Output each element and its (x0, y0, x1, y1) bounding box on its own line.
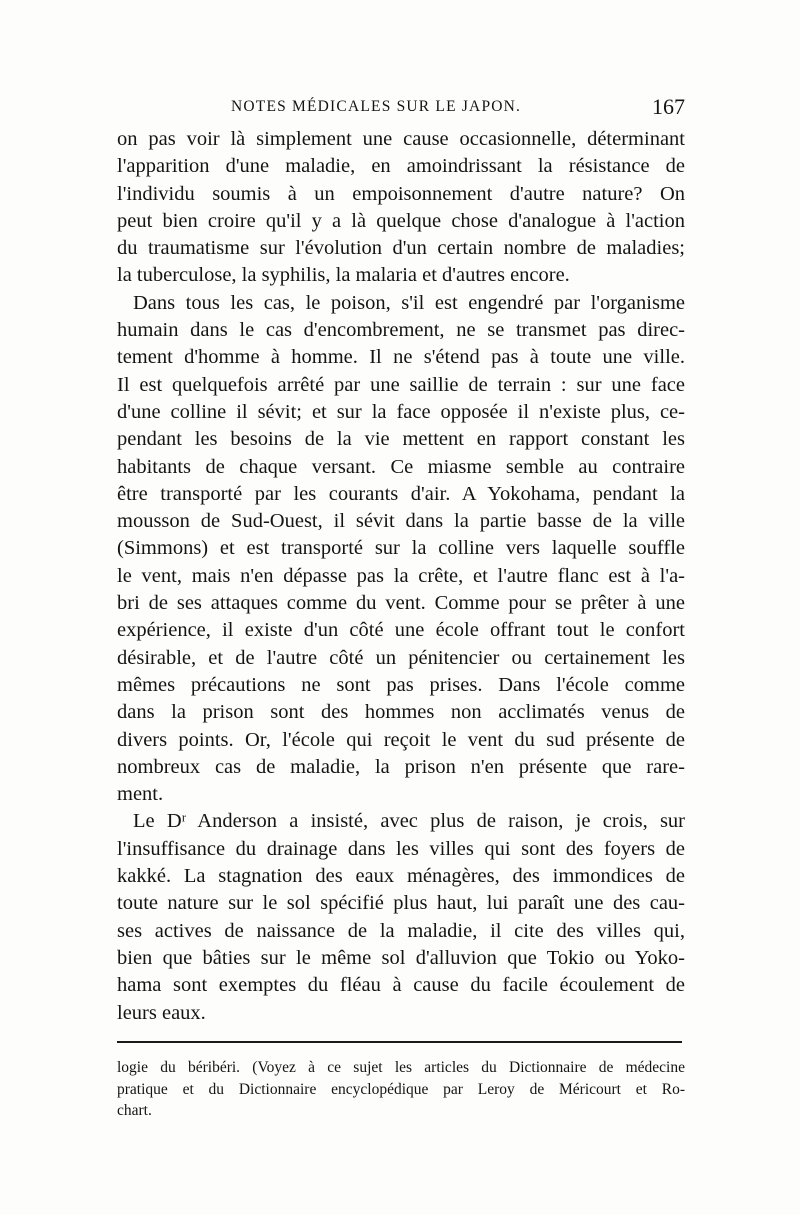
text-line: on pas voir là simplement une cause occasionnelle, déterminant (117, 128, 685, 150)
text-line: nombreux cas de maladie, la prison n'en présente que rare- (117, 755, 685, 778)
text-line: divers points. Or, l'école qui reçoit le vent du sud présente de (117, 728, 685, 751)
text-line: bri de ses attaques comme du vent. Comme pour se prêter à une (117, 592, 685, 615)
text-line: hama sont exemptes du fléau à cause du facile écoulement de (117, 974, 685, 997)
running-title: NOTES MÉDICALES SUR LE JAPON. (231, 98, 522, 115)
text-line: ment. (117, 783, 164, 806)
text-line: leurs eaux. (117, 1001, 206, 1024)
text-line: dans la prison sont des hommes non acclimatés venus de (117, 701, 685, 724)
paragraph-start-line: Le Dʳ Anderson a insisté, avec plus de raison, je crois, sur (133, 810, 685, 833)
footnote-line: logie du béribéri. (Voyez à ce sujet les articles du Dictionnaire de médecine (117, 1059, 685, 1076)
text-line: pendant les besoins de la vie mettent en rapport constant les (117, 428, 685, 451)
text-line: Il est quelquefois arrêté par une saillie de terrain : sur une face (117, 373, 685, 396)
text-line: l'insuffisance du drainage dans les villes qui sont des foyers de (117, 837, 685, 860)
text-line: d'une colline il sévit; et sur la face opposée il n'existe plus, ce- (117, 400, 685, 423)
text-line: habitants de chaque versant. Ce miasme semble au contraire (117, 455, 685, 478)
paragraph-start-line: Dans tous les cas, le poison, s'il est engendré par l'organisme (133, 291, 685, 314)
text-line: humain dans le cas d'encombrement, ne se transmet pas direc- (117, 319, 685, 342)
text-line: du traumatisme sur l'évolution d'un certain nombre de maladies; (117, 237, 685, 260)
body-text (117, 126, 685, 1027)
text-line: le vent, mais n'en dépasse pas la crête, et l'autre flanc est à l'a- (117, 564, 685, 587)
text-line: désirable, et de l'autre côté un pénitencier ou certainement les (117, 646, 685, 669)
text-line: expérience, il existe d'un côté une école offrant tout le confort (117, 619, 685, 642)
text-line: ses actives de naissance de la maladie, il cite des villes qui, (117, 919, 685, 942)
text-line: (Simmons) et est transporté sur la colline vers laquelle souffle (117, 537, 685, 560)
footnote (117, 1057, 685, 1122)
text-line: la tuberculose, la syphilis, la malaria et d'autres encore. (117, 264, 570, 287)
footnote-line: chart. (117, 1102, 152, 1119)
text-line: peut bien croire qu'il y a là quelque chose d'analogue à l'action (117, 209, 685, 232)
footnote-line: pratique et du Dictionnaire encyclopédique par Leroy de Méricourt et Ro- (117, 1080, 685, 1098)
page-header (117, 94, 685, 124)
text-line: toute nature sur le sol spécifié plus haut, lui paraît une des cau- (117, 892, 685, 915)
text-line: tement d'homme à homme. Il ne s'étend pas à toute une ville. (117, 346, 685, 369)
text-line: mêmes précautions ne sont pas prises. Dans l'école comme (117, 673, 685, 696)
text-line: bien que bâties sur le même sol d'alluvion que Tokio ou Yoko- (117, 946, 685, 969)
page-number: 167 (652, 94, 685, 119)
text-line: mousson de Sud-Ouest, il sévit dans la partie basse de la ville (117, 510, 685, 533)
text-line: l'individu soumis à un empoisonnement d'autre nature? On (117, 182, 685, 205)
text-line: kakké. La stagnation des eaux ménagères, des immondices de (117, 865, 685, 888)
text-line: être transporté par les courants d'air. A Yokohama, pendant la (117, 482, 685, 505)
text-line: l'apparition d'une maladie, en amoindrissant la résistance de (117, 155, 685, 178)
footnote-rule (117, 1041, 682, 1043)
